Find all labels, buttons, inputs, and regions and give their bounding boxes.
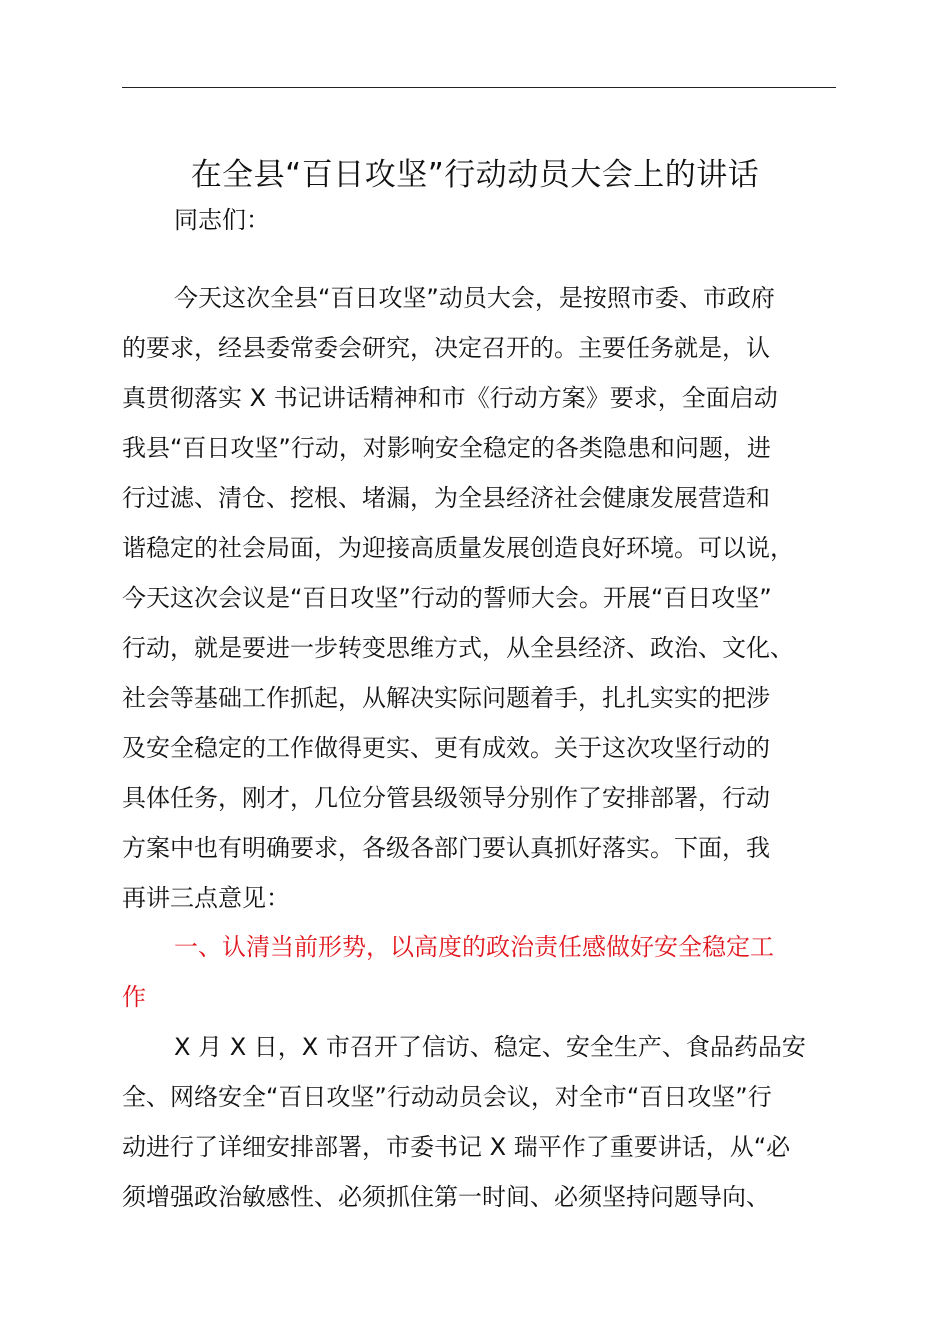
paragraph-line: 今天这次全县“百日攻坚”动员大会，是按照市委、市政府 [174,284,775,312]
section-heading-line: 作 [122,983,146,1011]
paragraph-2 [122,1022,852,1222]
paragraph-line: 动进行了详细安排部署，市委书记 X 瑞平作了重要讲话，从“必 [122,1133,791,1161]
paragraph-line: 须增强政治敏感性、必须抓住第一时间、必须坚持问题导向、 [122,1183,770,1211]
paragraph-line: 我县“百日攻坚”行动，对影响安全稳定的各类隐患和问题，进 [122,434,771,462]
section-heading-line: 一、认清当前形势，以高度的政治责任感做好安全稳定工 [174,933,774,961]
document-title: 在全县“百日攻坚”行动动员大会上的讲话 [190,157,760,193]
paragraph-line: 真贯彻落实 X 书记讲话精神和市《行动方案》要求，全面启动 [122,384,778,412]
paragraph-line: 谐稳定的社会局面，为迎接高质量发展创造良好环境。可以说， [122,534,794,562]
salutation [122,195,852,245]
paragraph-line: 的要求，经县委常委会研究，决定召开的。主要任务就是，认 [122,334,770,362]
paragraph-line: 行过滤、清仓、挖根、堵漏，为全县经济社会健康发展营造和 [122,484,770,512]
paragraph-line: 社会等基础工作抓起，从解决实际问题着手，扎扎实实的把涉 [122,684,770,712]
paragraph-line: 全、网络安全“百日攻坚”行动动员会议，对全市“百日攻坚”行 [122,1083,772,1111]
paragraph-line: 及安全稳定的工作做得更实、更有成效。关于这次攻坚行动的 [122,734,770,762]
header-rule [122,87,836,88]
paragraph-line: 行动，就是要进一步转变思维方式，从全县经济、政治、文化、 [122,634,794,662]
paragraph-1 [122,273,852,923]
salutation-text: 同志们： [174,206,270,234]
paragraph-line: 具体任务，刚才，几位分管县级领导分别作了安排部署，行动 [122,784,770,812]
paragraph-line: 再讲三点意见： [122,884,290,912]
paragraph-line: X 月 X 日，X 市召开了信访、稳定、安全生产、食品药品安 [174,1033,806,1061]
paragraph-line: 今天这次会议是“百日攻坚”行动的誓师大会。开展“百日攻坚” [122,584,772,612]
section-heading-1 [122,922,852,1022]
paragraph-line: 方案中也有明确要求，各级各部门要认真抓好落实。下面，我 [122,834,770,862]
